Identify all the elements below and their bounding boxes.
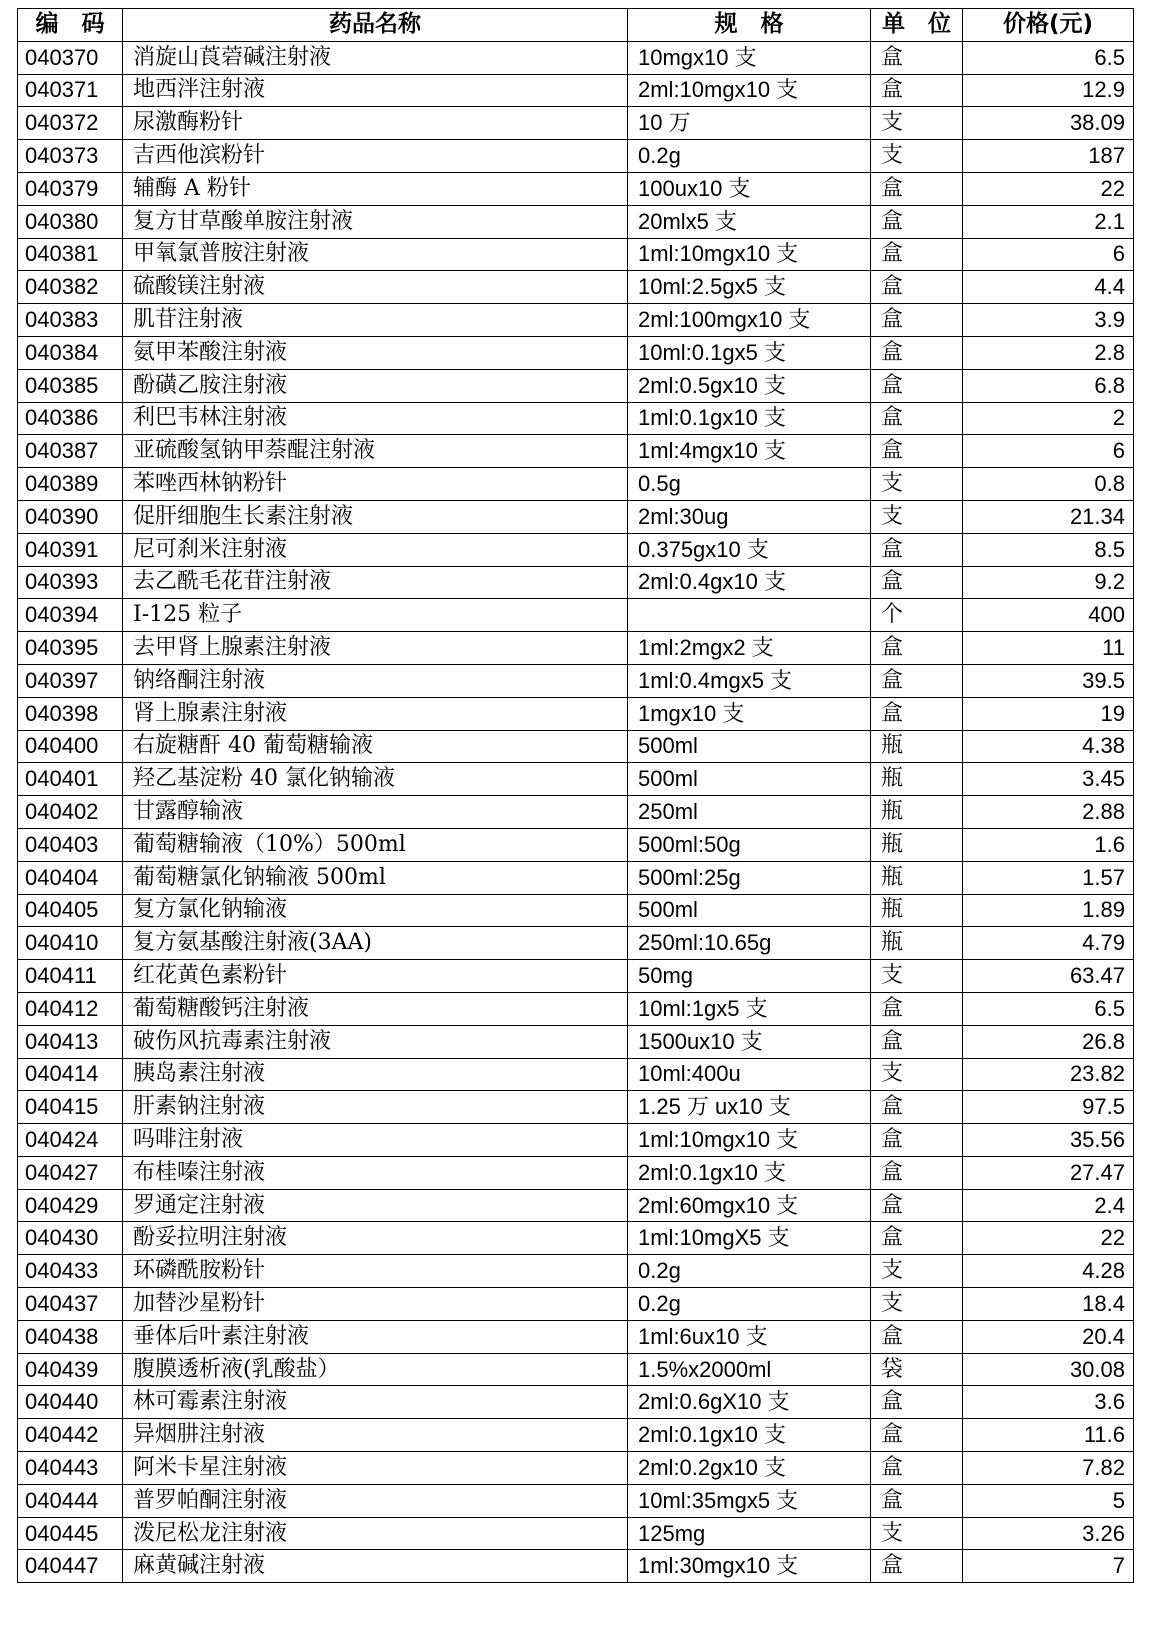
table-row: [18, 1452, 1134, 1485]
cell-unit: 盒: [871, 632, 963, 665]
cell-spec: 500ml:25g: [628, 861, 871, 894]
cell-name: 环磷酰胺粉针: [123, 1255, 628, 1288]
cell-unit: 盒: [871, 74, 963, 107]
cell-name: 吗啡注射液: [123, 1124, 628, 1157]
cell-unit: 支: [871, 468, 963, 501]
cell-name: 消旋山莨菪碱注射液: [123, 41, 628, 74]
table-row: [18, 172, 1134, 205]
cell-code: 040402: [18, 796, 123, 829]
cell-price: 7.82: [963, 1452, 1134, 1485]
cell-price: 11: [963, 632, 1134, 665]
cell-name: 麻黄碱注射液: [123, 1550, 628, 1583]
cell-code: 040404: [18, 861, 123, 894]
cell-name: 促肝细胞生长素注射液: [123, 500, 628, 533]
cell-spec: 2ml:0.1gx10 支: [628, 1156, 871, 1189]
cell-price: 22: [963, 172, 1134, 205]
cell-unit: 支: [871, 960, 963, 993]
table-header: [18, 9, 1134, 42]
table-row: [18, 402, 1134, 435]
cell-spec: 0.5g: [628, 468, 871, 501]
cell-unit: 盒: [871, 992, 963, 1025]
header-unit: 单 位: [871, 9, 963, 42]
cell-unit: 盒: [871, 435, 963, 468]
cell-name: 辅酶 A 粉针: [123, 172, 628, 205]
table-row: [18, 1189, 1134, 1222]
cell-code: 040395: [18, 632, 123, 665]
cell-unit: 支: [871, 500, 963, 533]
cell-price: 97.5: [963, 1091, 1134, 1124]
cell-price: 8.5: [963, 533, 1134, 566]
cell-code: 040445: [18, 1517, 123, 1550]
cell-price: 1.89: [963, 894, 1134, 927]
cell-name: 甲氧氯普胺注射液: [123, 238, 628, 271]
cell-unit: 瓶: [871, 927, 963, 960]
cell-unit: 盒: [871, 1124, 963, 1157]
table-row: [18, 533, 1134, 566]
cell-spec: 1ml:6ux10 支: [628, 1320, 871, 1353]
cell-code: 040440: [18, 1386, 123, 1419]
cell-code: 040381: [18, 238, 123, 271]
cell-spec: 500ml:50g: [628, 828, 871, 861]
cell-spec: 1ml:0.4mgx5 支: [628, 664, 871, 697]
cell-name: 罗通定注射液: [123, 1189, 628, 1222]
cell-price: 6.5: [963, 992, 1134, 1025]
cell-spec: 250ml: [628, 796, 871, 829]
cell-unit: 盒: [871, 172, 963, 205]
cell-unit: 瓶: [871, 894, 963, 927]
table-row: [18, 1124, 1134, 1157]
cell-unit: 瓶: [871, 763, 963, 796]
cell-price: 11.6: [963, 1419, 1134, 1452]
header-name: 药品名称: [123, 9, 628, 42]
cell-name: 葡萄糖输液（10%）500ml: [123, 828, 628, 861]
cell-spec: [628, 599, 871, 632]
cell-name: 复方氨基酸注射液(3AA): [123, 927, 628, 960]
cell-unit: 盒: [871, 1484, 963, 1517]
cell-name: 布桂嗪注射液: [123, 1156, 628, 1189]
cell-code: 040433: [18, 1255, 123, 1288]
cell-code: 040393: [18, 566, 123, 599]
cell-name: 去乙酰毛花苷注射液: [123, 566, 628, 599]
cell-code: 040443: [18, 1452, 123, 1485]
cell-name: 酚磺乙胺注射液: [123, 369, 628, 402]
table-row: [18, 41, 1134, 74]
table-row: [18, 140, 1134, 173]
cell-unit: 盒: [871, 271, 963, 304]
cell-spec: 1ml:4mgx10 支: [628, 435, 871, 468]
cell-code: 040442: [18, 1419, 123, 1452]
cell-unit: 盒: [871, 1091, 963, 1124]
cell-price: 6: [963, 238, 1134, 271]
cell-spec: 1ml:30mgx10 支: [628, 1550, 871, 1583]
cell-code: 040403: [18, 828, 123, 861]
cell-spec: 1ml:0.1gx10 支: [628, 402, 871, 435]
cell-spec: 125mg: [628, 1517, 871, 1550]
cell-name: 甘露醇输液: [123, 796, 628, 829]
cell-code: 040371: [18, 74, 123, 107]
table-row: [18, 500, 1134, 533]
cell-name: I-125 粒子: [123, 599, 628, 632]
cell-code: 040385: [18, 369, 123, 402]
table-row: [18, 599, 1134, 632]
cell-spec: 10mgx10 支: [628, 41, 871, 74]
cell-unit: 盒: [871, 697, 963, 730]
cell-name: 异烟肼注射液: [123, 1419, 628, 1452]
cell-name: 复方甘草酸单胺注射液: [123, 205, 628, 238]
table-row: [18, 271, 1134, 304]
cell-name: 胰岛素注射液: [123, 1058, 628, 1091]
table-row: [18, 205, 1134, 238]
cell-spec: 1500ux10 支: [628, 1025, 871, 1058]
cell-unit: 瓶: [871, 730, 963, 763]
cell-price: 2.8: [963, 336, 1134, 369]
cell-price: 6.5: [963, 41, 1134, 74]
cell-unit: 盒: [871, 1386, 963, 1419]
cell-price: 187: [963, 140, 1134, 173]
cell-price: 23.82: [963, 1058, 1134, 1091]
cell-spec: 1ml:10mgx10 支: [628, 238, 871, 271]
table-row: [18, 369, 1134, 402]
cell-price: 2.4: [963, 1189, 1134, 1222]
cell-code: 040401: [18, 763, 123, 796]
cell-code: 040412: [18, 992, 123, 1025]
cell-price: 4.28: [963, 1255, 1134, 1288]
table-row: [18, 304, 1134, 337]
cell-code: 040414: [18, 1058, 123, 1091]
cell-name: 葡萄糖酸钙注射液: [123, 992, 628, 1025]
table-row: [18, 861, 1134, 894]
cell-price: 26.8: [963, 1025, 1134, 1058]
cell-spec: 2ml:0.2gx10 支: [628, 1452, 871, 1485]
cell-code: 040429: [18, 1189, 123, 1222]
cell-spec: 10ml:1gx5 支: [628, 992, 871, 1025]
table-row: [18, 796, 1134, 829]
cell-code: 040380: [18, 205, 123, 238]
cell-price: 30.08: [963, 1353, 1134, 1386]
cell-unit: 盒: [871, 1320, 963, 1353]
cell-code: 040398: [18, 697, 123, 730]
cell-unit: 支: [871, 107, 963, 140]
cell-price: 18.4: [963, 1288, 1134, 1321]
cell-name: 破伤风抗毒素注射液: [123, 1025, 628, 1058]
cell-name: 利巴韦林注射液: [123, 402, 628, 435]
table-row: [18, 1255, 1134, 1288]
table-row: [18, 435, 1134, 468]
cell-spec: 10ml:400u: [628, 1058, 871, 1091]
table-row: [18, 238, 1134, 271]
cell-code: 040424: [18, 1124, 123, 1157]
cell-spec: 0.2g: [628, 1288, 871, 1321]
cell-name: 苯唑西林钠粉针: [123, 468, 628, 501]
cell-price: 4.4: [963, 271, 1134, 304]
cell-unit: 盒: [871, 238, 963, 271]
cell-name: 硫酸镁注射液: [123, 271, 628, 304]
cell-unit: 盒: [871, 1156, 963, 1189]
cell-name: 钠络酮注射液: [123, 664, 628, 697]
cell-unit: 个: [871, 599, 963, 632]
cell-code: 040415: [18, 1091, 123, 1124]
cell-price: 21.34: [963, 500, 1134, 533]
cell-price: 19: [963, 697, 1134, 730]
cell-unit: 盒: [871, 533, 963, 566]
cell-unit: 盒: [871, 205, 963, 238]
cell-name: 尼可刹米注射液: [123, 533, 628, 566]
cell-name: 尿激酶粉针: [123, 107, 628, 140]
cell-name: 加替沙星粉针: [123, 1288, 628, 1321]
table-row: [18, 1058, 1134, 1091]
cell-code: 040397: [18, 664, 123, 697]
drug-price-table: [17, 8, 1134, 1583]
cell-spec: 1.25 万 ux10 支: [628, 1091, 871, 1124]
cell-name: 肝素钠注射液: [123, 1091, 628, 1124]
cell-spec: 500ml: [628, 730, 871, 763]
cell-code: 040391: [18, 533, 123, 566]
cell-spec: 1.5%x2000ml: [628, 1353, 871, 1386]
table-row: [18, 74, 1134, 107]
cell-name: 复方氯化钠输液: [123, 894, 628, 927]
table-row: [18, 336, 1134, 369]
cell-code: 040438: [18, 1320, 123, 1353]
cell-spec: 0.2g: [628, 140, 871, 173]
table-row: [18, 468, 1134, 501]
cell-code: 040405: [18, 894, 123, 927]
table-row: [18, 1353, 1134, 1386]
cell-spec: 250ml:10.65g: [628, 927, 871, 960]
cell-code: 040382: [18, 271, 123, 304]
table-row: [18, 1025, 1134, 1058]
cell-price: 3.6: [963, 1386, 1134, 1419]
cell-unit: 袋: [871, 1353, 963, 1386]
cell-name: 右旋糖酐 40 葡萄糖输液: [123, 730, 628, 763]
cell-price: 20.4: [963, 1320, 1134, 1353]
table-row: [18, 664, 1134, 697]
cell-unit: 支: [871, 140, 963, 173]
cell-spec: 500ml: [628, 763, 871, 796]
cell-price: 38.09: [963, 107, 1134, 140]
cell-spec: 0.375gx10 支: [628, 533, 871, 566]
cell-code: 040411: [18, 960, 123, 993]
cell-unit: 支: [871, 1255, 963, 1288]
cell-code: 040383: [18, 304, 123, 337]
header-spec: 规 格: [628, 9, 871, 42]
cell-name: 林可霉素注射液: [123, 1386, 628, 1419]
table-row: [18, 1517, 1134, 1550]
cell-name: 吉西他滨粉针: [123, 140, 628, 173]
cell-name: 地西泮注射液: [123, 74, 628, 107]
cell-spec: 2ml:10mgx10 支: [628, 74, 871, 107]
cell-price: 2: [963, 402, 1134, 435]
cell-price: 39.5: [963, 664, 1134, 697]
cell-code: 040370: [18, 41, 123, 74]
cell-spec: 2ml:0.4gx10 支: [628, 566, 871, 599]
cell-code: 040390: [18, 500, 123, 533]
table-row: [18, 730, 1134, 763]
cell-code: 040413: [18, 1025, 123, 1058]
cell-code: 040410: [18, 927, 123, 960]
cell-code: 040387: [18, 435, 123, 468]
cell-name: 酚妥拉明注射液: [123, 1222, 628, 1255]
cell-price: 7: [963, 1550, 1134, 1583]
cell-unit: 盒: [871, 1222, 963, 1255]
cell-code: 040439: [18, 1353, 123, 1386]
header-price: 价格(元): [963, 9, 1134, 42]
cell-spec: 50mg: [628, 960, 871, 993]
cell-name: 亚硫酸氢钠甲萘醌注射液: [123, 435, 628, 468]
cell-spec: 1ml:2mgx2 支: [628, 632, 871, 665]
cell-spec: 1ml:10mgX5 支: [628, 1222, 871, 1255]
cell-code: 040389: [18, 468, 123, 501]
cell-price: 6: [963, 435, 1134, 468]
cell-price: 4.38: [963, 730, 1134, 763]
cell-spec: 10ml:2.5gx5 支: [628, 271, 871, 304]
cell-spec: 2ml:0.1gx10 支: [628, 1419, 871, 1452]
cell-code: 040400: [18, 730, 123, 763]
cell-spec: 2ml:100mgx10 支: [628, 304, 871, 337]
cell-price: 35.56: [963, 1124, 1134, 1157]
table-row: [18, 1484, 1134, 1517]
table-row: [18, 927, 1134, 960]
cell-unit: 盒: [871, 664, 963, 697]
cell-price: 400: [963, 599, 1134, 632]
cell-unit: 盒: [871, 1452, 963, 1485]
cell-price: 3.45: [963, 763, 1134, 796]
cell-price: 9.2: [963, 566, 1134, 599]
table-row: [18, 828, 1134, 861]
table-row: [18, 992, 1134, 1025]
cell-code: 040427: [18, 1156, 123, 1189]
cell-spec: 10ml:0.1gx5 支: [628, 336, 871, 369]
cell-unit: 支: [871, 1058, 963, 1091]
cell-spec: 2ml:0.6gX10 支: [628, 1386, 871, 1419]
table-row: [18, 763, 1134, 796]
cell-name: 羟乙基淀粉 40 氯化钠输液: [123, 763, 628, 796]
table-row: [18, 107, 1134, 140]
cell-spec: 1mgx10 支: [628, 697, 871, 730]
cell-name: 葡萄糖氯化钠输液 500ml: [123, 861, 628, 894]
cell-code: 040373: [18, 140, 123, 173]
table-row: [18, 960, 1134, 993]
cell-name: 普罗帕酮注射液: [123, 1484, 628, 1517]
cell-name: 腹膜透析液(乳酸盐）: [123, 1353, 628, 1386]
cell-unit: 支: [871, 1517, 963, 1550]
table-row: [18, 1222, 1134, 1255]
table-row: [18, 1419, 1134, 1452]
cell-price: 12.9: [963, 74, 1134, 107]
cell-name: 氨甲苯酸注射液: [123, 336, 628, 369]
cell-spec: 100ux10 支: [628, 172, 871, 205]
table-row: [18, 1550, 1134, 1583]
table-body: [18, 41, 1134, 1582]
table-row: [18, 632, 1134, 665]
cell-price: 27.47: [963, 1156, 1134, 1189]
header-code: 编 码: [18, 9, 123, 42]
cell-code: 040384: [18, 336, 123, 369]
cell-name: 去甲肾上腺素注射液: [123, 632, 628, 665]
cell-unit: 盒: [871, 566, 963, 599]
cell-code: 040437: [18, 1288, 123, 1321]
cell-name: 阿米卡星注射液: [123, 1452, 628, 1485]
cell-unit: 支: [871, 1288, 963, 1321]
cell-unit: 瓶: [871, 828, 963, 861]
cell-code: 040372: [18, 107, 123, 140]
cell-name: 泼尼松龙注射液: [123, 1517, 628, 1550]
cell-unit: 盒: [871, 1189, 963, 1222]
cell-spec: 500ml: [628, 894, 871, 927]
cell-price: 22: [963, 1222, 1134, 1255]
cell-price: 3.26: [963, 1517, 1134, 1550]
cell-unit: 盒: [871, 1025, 963, 1058]
table-row: [18, 566, 1134, 599]
cell-code: 040444: [18, 1484, 123, 1517]
cell-spec: 2ml:60mgx10 支: [628, 1189, 871, 1222]
cell-name: 红花黄色素粉针: [123, 960, 628, 993]
table-row: [18, 1288, 1134, 1321]
cell-spec: 1ml:10mgx10 支: [628, 1124, 871, 1157]
cell-name: 肌苷注射液: [123, 304, 628, 337]
cell-spec: 2ml:30ug: [628, 500, 871, 533]
cell-price: 3.9: [963, 304, 1134, 337]
table-row: [18, 1156, 1134, 1189]
cell-spec: 0.2g: [628, 1255, 871, 1288]
cell-price: 2.1: [963, 205, 1134, 238]
cell-unit: 盒: [871, 369, 963, 402]
cell-unit: 瓶: [871, 861, 963, 894]
cell-unit: 盒: [871, 304, 963, 337]
cell-spec: 20mlx5 支: [628, 205, 871, 238]
table-row: [18, 697, 1134, 730]
cell-spec: 10ml:35mgx5 支: [628, 1484, 871, 1517]
table-row: [18, 1091, 1134, 1124]
cell-code: 040379: [18, 172, 123, 205]
cell-unit: 盒: [871, 1419, 963, 1452]
cell-price: 1.57: [963, 861, 1134, 894]
cell-unit: 盒: [871, 402, 963, 435]
cell-price: 4.79: [963, 927, 1134, 960]
cell-name: 垂体后叶素注射液: [123, 1320, 628, 1353]
cell-price: 1.6: [963, 828, 1134, 861]
cell-price: 5: [963, 1484, 1134, 1517]
cell-spec: 2ml:0.5gx10 支: [628, 369, 871, 402]
cell-unit: 盒: [871, 41, 963, 74]
table-row: [18, 1320, 1134, 1353]
cell-price: 6.8: [963, 369, 1134, 402]
cell-code: 040394: [18, 599, 123, 632]
table-row: [18, 1386, 1134, 1419]
header-row: [18, 9, 1134, 42]
cell-price: 2.88: [963, 796, 1134, 829]
cell-unit: 盒: [871, 336, 963, 369]
table-row: [18, 894, 1134, 927]
cell-code: 040447: [18, 1550, 123, 1583]
cell-code: 040430: [18, 1222, 123, 1255]
cell-price: 0.8: [963, 468, 1134, 501]
cell-unit: 盒: [871, 1550, 963, 1583]
cell-spec: 10 万: [628, 107, 871, 140]
cell-name: 肾上腺素注射液: [123, 697, 628, 730]
cell-price: 63.47: [963, 960, 1134, 993]
cell-code: 040386: [18, 402, 123, 435]
cell-unit: 瓶: [871, 796, 963, 829]
